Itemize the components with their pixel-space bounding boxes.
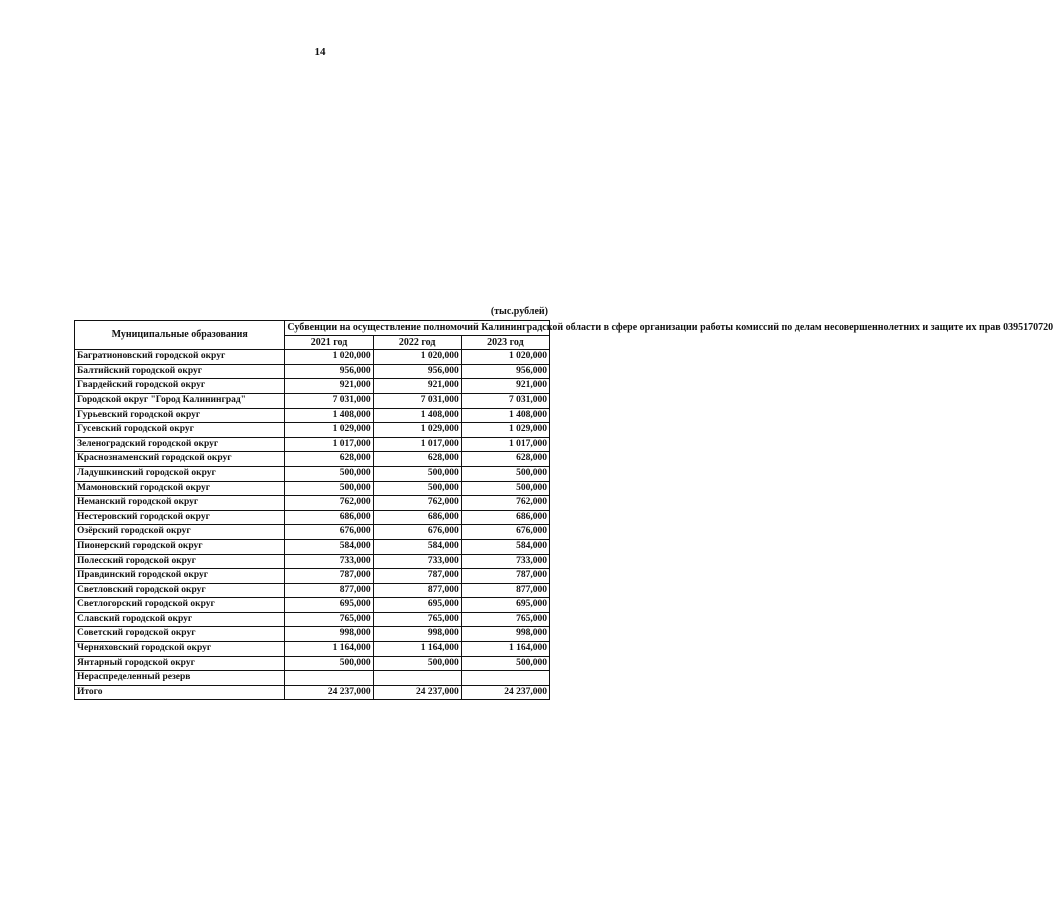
- municipality-name: Нестеровский городской округ: [75, 510, 285, 525]
- value-cell: 584,000: [461, 539, 549, 554]
- municipality-name: Светлогорский городской округ: [75, 598, 285, 613]
- value-cell: 956,000: [461, 364, 549, 379]
- table-row: [75, 612, 550, 627]
- table-body: [75, 350, 550, 700]
- value-cell: 765,000: [285, 612, 373, 627]
- year-header-2023: 2023 год: [461, 335, 549, 350]
- value-cell: 500,000: [373, 481, 461, 496]
- value-cell: 7 031,000: [285, 393, 373, 408]
- value-cell: 500,000: [461, 466, 549, 481]
- value-cell: 1 020,000: [373, 350, 461, 365]
- value-cell: 584,000: [373, 539, 461, 554]
- value-cell: 877,000: [461, 583, 549, 598]
- municipality-name: Мамоновский городской округ: [75, 481, 285, 496]
- value-cell: 695,000: [373, 598, 461, 613]
- table-row: [75, 685, 550, 700]
- year-header-2021: 2021 год: [285, 335, 373, 350]
- value-cell: 956,000: [373, 364, 461, 379]
- table-row: [75, 598, 550, 613]
- table-row: [75, 408, 550, 423]
- value-cell: 500,000: [461, 481, 549, 496]
- subvention-table: [74, 320, 1053, 700]
- value-cell: 1 164,000: [373, 642, 461, 657]
- value-cell: 787,000: [461, 569, 549, 584]
- value-cell: 7 031,000: [461, 393, 549, 408]
- value-cell: 733,000: [373, 554, 461, 569]
- value-cell: 1 029,000: [373, 423, 461, 438]
- value-cell: 1 164,000: [285, 642, 373, 657]
- value-cell: 500,000: [373, 656, 461, 671]
- value-cell: 7 031,000: [373, 393, 461, 408]
- table-row: [75, 510, 550, 525]
- municipality-name: Озёрский городской округ: [75, 525, 285, 540]
- value-cell: 1 017,000: [461, 437, 549, 452]
- value-cell: 1 408,000: [285, 408, 373, 423]
- value-cell: 24 237,000: [461, 685, 549, 700]
- table-row: [75, 393, 550, 408]
- value-cell: 1 020,000: [461, 350, 549, 365]
- value-cell: 500,000: [285, 481, 373, 496]
- value-cell: 921,000: [461, 379, 549, 394]
- municipality-name: Славский городской округ: [75, 612, 285, 627]
- table-row: [75, 350, 550, 365]
- municipality-name: Нераспределенный резерв: [75, 671, 285, 686]
- value-cell: 765,000: [373, 612, 461, 627]
- municipality-name: Пионерский городской округ: [75, 539, 285, 554]
- value-cell: 686,000: [461, 510, 549, 525]
- value-cell: 676,000: [373, 525, 461, 540]
- table-row: [75, 452, 550, 467]
- value-cell: 500,000: [285, 656, 373, 671]
- municipality-name: Зеленоградский городской округ: [75, 437, 285, 452]
- value-cell: 1 164,000: [461, 642, 549, 657]
- municipality-name: Балтийский городской округ: [75, 364, 285, 379]
- municipality-name: Советский городской округ: [75, 627, 285, 642]
- value-cell: 998,000: [373, 627, 461, 642]
- value-cell: [285, 671, 373, 686]
- table-row: [75, 656, 550, 671]
- table-row: [75, 627, 550, 642]
- value-cell: 628,000: [373, 452, 461, 467]
- value-cell: 695,000: [285, 598, 373, 613]
- value-cell: 733,000: [461, 554, 549, 569]
- table-row: [75, 642, 550, 657]
- municipality-name: Полесский городской округ: [75, 554, 285, 569]
- value-cell: 500,000: [285, 466, 373, 481]
- value-cell: 877,000: [285, 583, 373, 598]
- table-row: [75, 569, 550, 584]
- municipality-header: Муниципальные образования: [75, 321, 285, 350]
- year-header-2022: 2022 год: [373, 335, 461, 350]
- value-cell: 998,000: [461, 627, 549, 642]
- value-cell: 500,000: [461, 656, 549, 671]
- value-cell: 24 237,000: [373, 685, 461, 700]
- value-cell: 24 237,000: [285, 685, 373, 700]
- value-cell: 787,000: [373, 569, 461, 584]
- value-cell: [461, 671, 549, 686]
- value-cell: 762,000: [373, 496, 461, 511]
- municipality-name: Краснознаменский городской округ: [75, 452, 285, 467]
- table-row: [75, 539, 550, 554]
- value-cell: 1 029,000: [461, 423, 549, 438]
- value-cell: 1 408,000: [461, 408, 549, 423]
- value-cell: 787,000: [285, 569, 373, 584]
- municipality-name: Итого: [75, 685, 285, 700]
- table-row: [75, 364, 550, 379]
- table-row: [75, 423, 550, 438]
- value-cell: 877,000: [373, 583, 461, 598]
- value-cell: 686,000: [373, 510, 461, 525]
- value-cell: 762,000: [285, 496, 373, 511]
- value-cell: 500,000: [373, 466, 461, 481]
- subvention-header: Субвенции на осуществление полномочий Калининградской области в сфере организации работы комиссий по делам несовершеннолетних и защите их прав 0395170720: [285, 321, 550, 336]
- value-cell: [373, 671, 461, 686]
- table-row: [75, 437, 550, 452]
- value-cell: 956,000: [285, 364, 373, 379]
- value-cell: 998,000: [285, 627, 373, 642]
- municipality-name: Янтарный городской округ: [75, 656, 285, 671]
- units-label: (тыс.рублей): [490, 306, 548, 317]
- municipality-name: Светловский городской округ: [75, 583, 285, 598]
- page-number: 14: [314, 46, 326, 58]
- table-row: [75, 496, 550, 511]
- value-cell: 676,000: [461, 525, 549, 540]
- value-cell: 584,000: [285, 539, 373, 554]
- municipality-name: Городской округ "Город Калининград": [75, 393, 285, 408]
- municipality-name: Багратионовский городской округ: [75, 350, 285, 365]
- municipality-name: Правдинский городской округ: [75, 569, 285, 584]
- table-row: [75, 481, 550, 496]
- table-row: [75, 583, 550, 598]
- header-row: [75, 321, 550, 336]
- value-cell: 1 020,000: [285, 350, 373, 365]
- table-row: [75, 671, 550, 686]
- table-row: [75, 525, 550, 540]
- value-cell: 1 017,000: [285, 437, 373, 452]
- municipality-name: Ладушкинский городской округ: [75, 466, 285, 481]
- value-cell: 676,000: [285, 525, 373, 540]
- value-cell: 1 408,000: [373, 408, 461, 423]
- municipality-name: Гурьевский городской округ: [75, 408, 285, 423]
- table-row: [75, 554, 550, 569]
- table-row: [75, 379, 550, 394]
- value-cell: 733,000: [285, 554, 373, 569]
- value-cell: 628,000: [461, 452, 549, 467]
- municipality-name: Неманский городской округ: [75, 496, 285, 511]
- municipality-name: Гусевский городской округ: [75, 423, 285, 438]
- value-cell: 1 029,000: [285, 423, 373, 438]
- table-row: [75, 466, 550, 481]
- value-cell: 921,000: [373, 379, 461, 394]
- municipality-name: Гвардейский городской округ: [75, 379, 285, 394]
- value-cell: 628,000: [285, 452, 373, 467]
- value-cell: 686,000: [285, 510, 373, 525]
- value-cell: 765,000: [461, 612, 549, 627]
- value-cell: 921,000: [285, 379, 373, 394]
- value-cell: 762,000: [461, 496, 549, 511]
- municipality-name: Черняховский городской округ: [75, 642, 285, 657]
- value-cell: 695,000: [461, 598, 549, 613]
- value-cell: 1 017,000: [373, 437, 461, 452]
